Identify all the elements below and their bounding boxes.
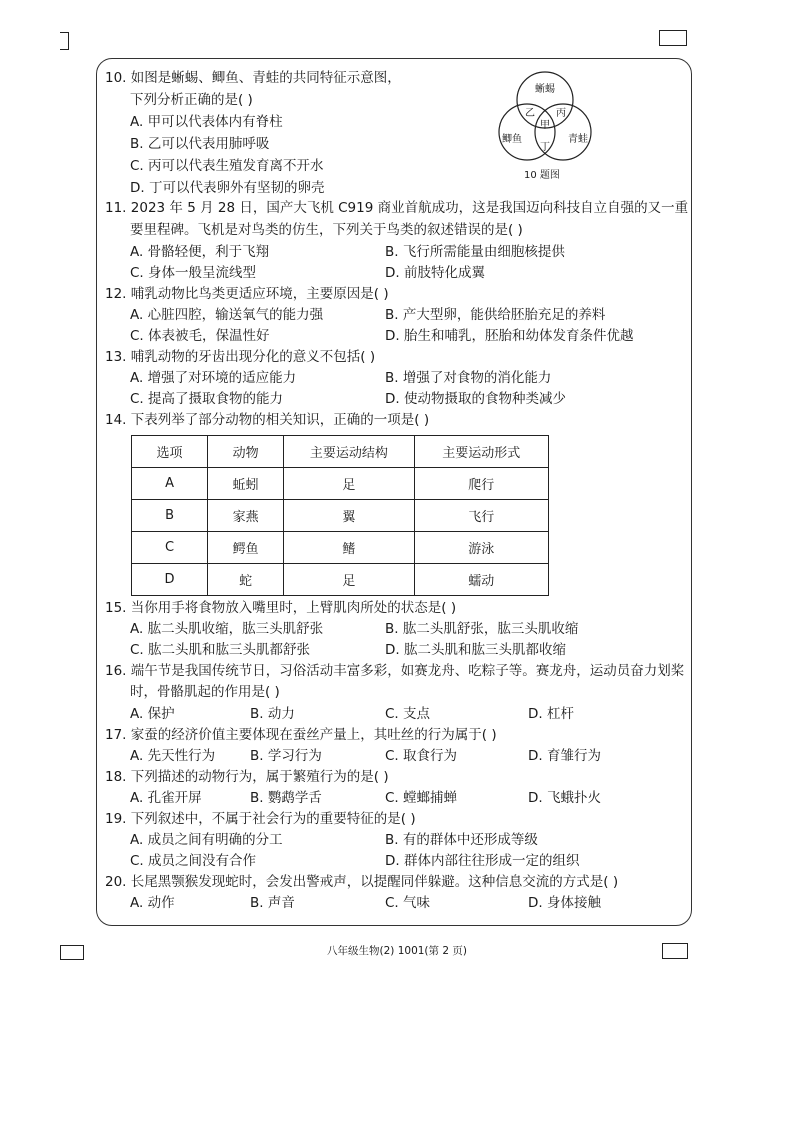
table-cell: 翼 [284,500,414,532]
table-cell: C [132,532,208,564]
table-row [132,564,549,596]
q17-option-c: C. 取食行为 [385,748,458,764]
table-cell: A [132,468,208,500]
table-cell: 蠕动 [414,564,548,596]
q14-table [131,435,549,596]
q18-option-a: A. 孔雀开屏 [130,790,202,806]
q16-option-c: C. 支点 [385,706,431,722]
q16-option-a: A. 保护 [130,706,175,722]
table-header-cell: 选项 [132,436,208,468]
q10-stem-line1: 10. 如图是蜥蜴、鲫鱼、青蛙的共同特征示意图， [105,70,401,86]
venn-label-yi: 乙 [525,108,535,119]
table-row [132,532,549,564]
q10-option-c: C. 丙可以代表生殖发育离不开水 [130,158,324,174]
q10-stem-line2: 下列分析正确的是( ) [130,92,253,108]
table-cell: 家燕 [208,500,284,532]
q11-option-d: D. 前肢特化成翼 [385,265,485,281]
q15-stem: 15. 当你用手将食物放入嘴里时，上臂肌肉所处的状态是( ) [105,600,457,616]
q12-option-c: C. 体表被毛，保温性好 [130,328,270,344]
q20-stem: 20. 长尾黑颚猴发现蛇时，会发出警戒声，以提醒同伴躲避。这种信息交流的方式是( ) [105,874,619,890]
table-cell: 游泳 [414,532,548,564]
table-cell: D [132,564,208,596]
q10-option-a: A. 甲可以代表体内有脊柱 [130,114,283,130]
q16-stem-line2: 时，骨骼肌起的作用是( ) [130,684,280,700]
table-cell: B [132,500,208,532]
q15-option-b: B. 肱二头肌舒张，肱三头肌收缩 [385,621,579,637]
table-header-row [132,436,549,468]
table-cell: 爬行 [414,468,548,500]
q17-stem: 17. 家蚕的经济价值主要体现在蚕丝产量上，其吐丝的行为属于( ) [105,727,497,743]
venn-label-fish: 鲫鱼 [502,134,522,145]
q13-option-a: A. 增强了对环境的适应能力 [130,370,297,386]
table-header-cell: 主要运动形式 [414,436,548,468]
q20-option-d: D. 身体接触 [528,895,601,911]
q18-option-b: B. 鹦鹉学舌 [250,790,322,806]
q13-option-c: C. 提高了摄取食物的能力 [130,391,284,407]
q17-option-a: A. 先天性行为 [130,748,216,764]
q10-option-d: D. 丁可以代表卵外有坚韧的卵壳 [130,180,325,196]
q15-option-c: C. 肱二头肌和肱三头肌都舒张 [130,642,311,658]
q20-option-a: A. 动作 [130,895,175,911]
table-row [132,468,549,500]
q19-stem: 19. 下列叙述中，不属于社会行为的重要特征的是( ) [105,811,416,827]
q10-figure-caption: 10 题图 [524,170,560,181]
venn-label-jia: 甲 [540,120,550,131]
q11-option-a: A. 骨骼轻便，利于飞翔 [130,244,270,260]
table-cell: 足 [284,564,414,596]
q19-option-c: C. 成员之间没有合作 [130,853,257,869]
corner-mark-top-right [659,30,687,46]
q13-option-d: D. 使动物摄取的食物种类减少 [385,391,566,407]
q11-stem-line2: 要里程碑。飞机是对鸟类的仿生，下列关于鸟类的叙述错误的是( ) [130,222,523,238]
table-cell: 足 [284,468,414,500]
q11-stem-line1: 11. 2023 年 5 月 28 日，国产大飞机 C919 商业首航成功，这是我国迈向科技自立自强的又一重 [105,200,689,216]
table-row [132,500,549,532]
table-cell: 鳄鱼 [208,532,284,564]
page-footer: 八年级生物(2) 1001(第 2 页) [327,945,467,957]
table-cell: 蚯蚓 [208,468,284,500]
q16-stem-line1: 16. 端午节是我国传统节日，习俗活动丰富多彩，如赛龙舟、吃粽子等。赛龙舟，运动员奋力划桨 [105,663,685,679]
table-header-cell: 主要运动结构 [284,436,414,468]
q18-option-d: D. 飞蛾扑火 [528,790,601,806]
venn-label-ding: 丁 [540,142,550,153]
q10-venn-diagram [490,70,600,170]
q15-option-d: D. 肱二头肌和肱三头肌都收缩 [385,642,566,658]
venn-label-bing: 丙 [556,108,566,119]
table-cell: 蛇 [208,564,284,596]
q19-option-d: D. 群体内部往往形成一定的组织 [385,853,580,869]
q20-option-c: C. 气味 [385,895,431,911]
q12-stem: 12. 哺乳动物比鸟类更适应环境，主要原因是( ) [105,286,389,302]
q17-option-d: D. 育雏行为 [528,748,601,764]
q13-option-b: B. 增强了对食物的消化能力 [385,370,552,386]
q16-option-d: D. 杠杆 [528,706,574,722]
q17-option-b: B. 学习行为 [250,748,322,764]
corner-mark-top-left [60,32,69,50]
q10-option-b: B. 乙可以代表用肺呼吸 [130,136,270,152]
q12-option-d: D. 胎生和哺乳，胚胎和幼体发育条件优越 [385,328,634,344]
q14-stem: 14. 下表列举了部分动物的相关知识，正确的一项是( ) [105,412,430,428]
q18-option-c: C. 螳螂捕蝉 [385,790,458,806]
table-cell: 鳍 [284,532,414,564]
q11-option-b: B. 飞行所需能量由细胞核提供 [385,244,565,260]
q16-option-b: B. 动力 [250,706,295,722]
q12-option-b: B. 产大型卵，能供给胚胎充足的养料 [385,307,606,323]
table-header-cell: 动物 [208,436,284,468]
q11-option-c: C. 身体一般呈流线型 [130,265,257,281]
q19-option-a: A. 成员之间有明确的分工 [130,832,283,848]
table-cell: 飞行 [414,500,548,532]
q18-stem: 18. 下列描述的动物行为，属于繁殖行为的是( ) [105,769,389,785]
q12-option-a: A. 心脏四腔，输送氧气的能力强 [130,307,324,323]
q13-stem: 13. 哺乳动物的牙齿出现分化的意义不包括( ) [105,349,376,365]
q19-option-b: B. 有的群体中还形成等级 [385,832,538,848]
q15-option-a: A. 肱二头肌收缩，肱三头肌舒张 [130,621,324,637]
venn-label-lizard: 蜥蜴 [535,84,555,95]
venn-label-frog: 青蛙 [568,134,588,145]
q20-option-b: B. 声音 [250,895,295,911]
